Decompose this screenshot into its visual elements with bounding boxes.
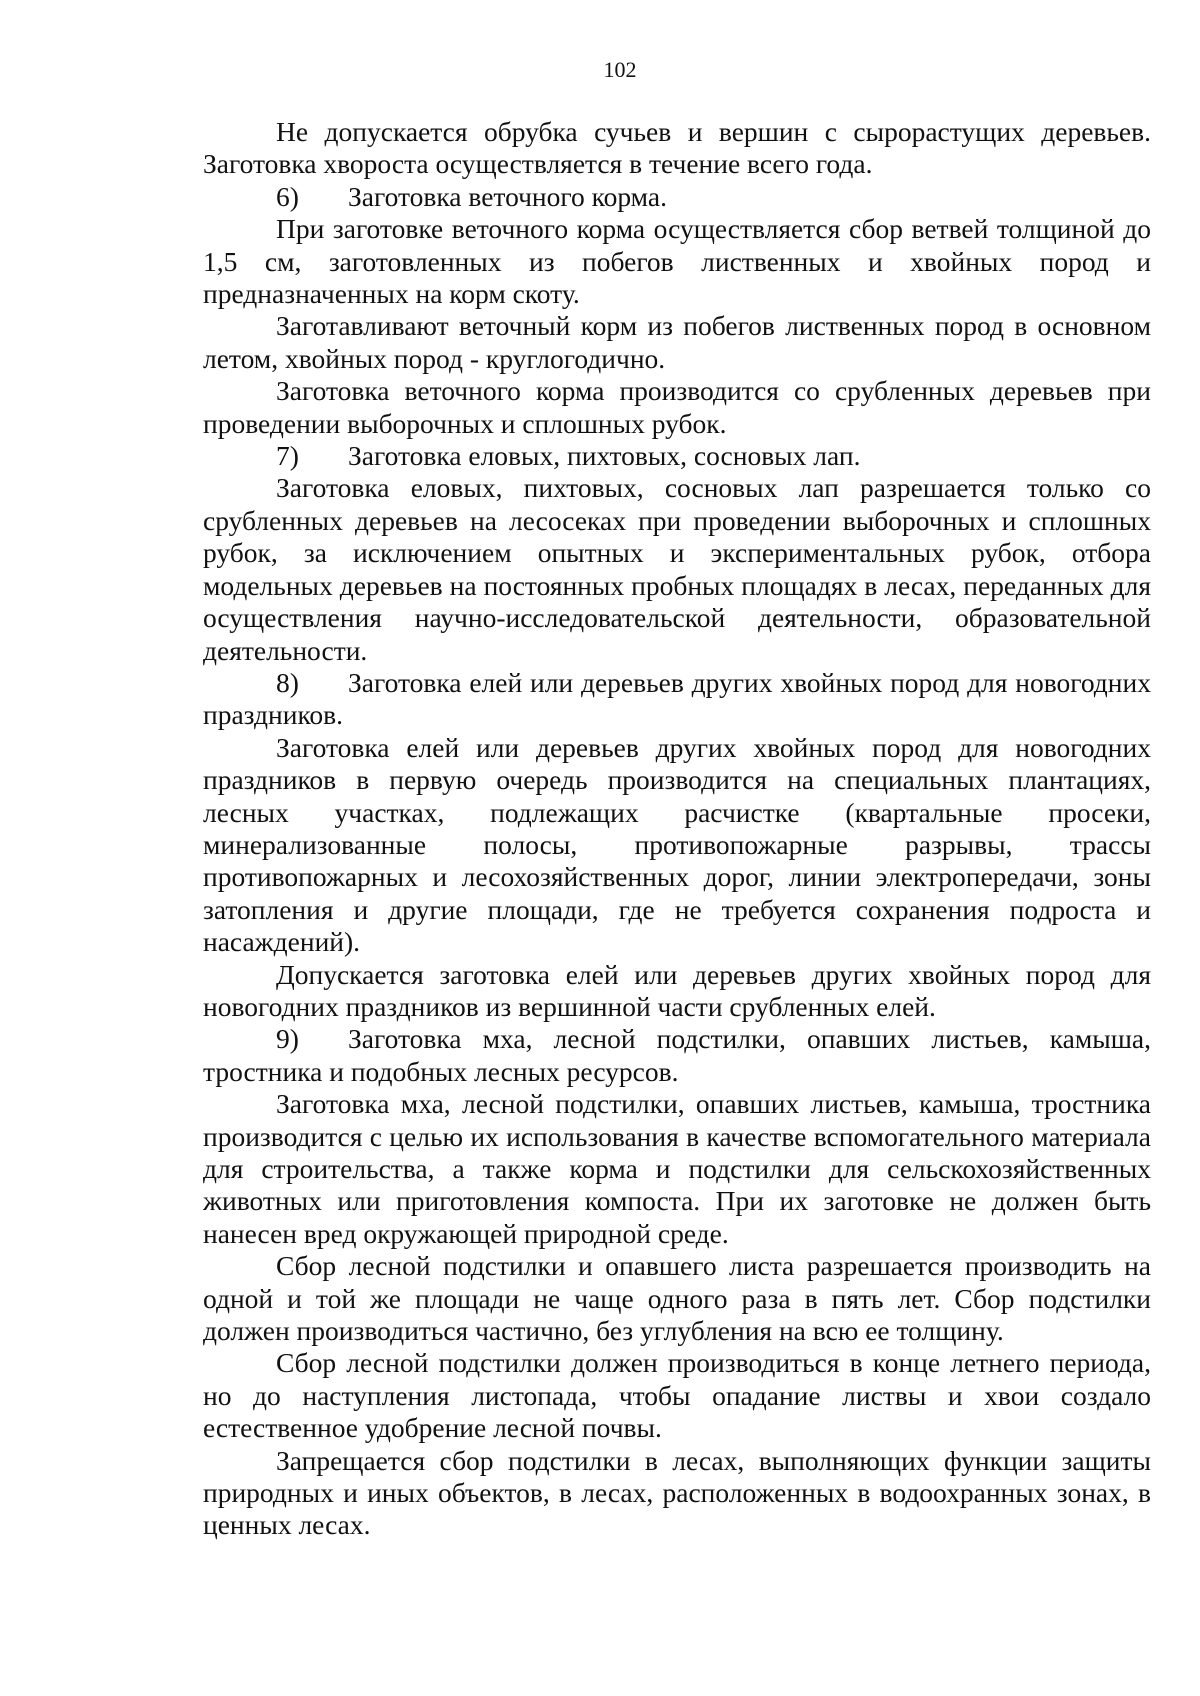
item-title: Заготовка веточного корма.	[348, 180, 667, 212]
document-body	[203, 116, 1151, 1542]
numbered-heading	[203, 667, 1151, 732]
numbered-heading	[203, 1023, 1151, 1088]
paragraph: Сбор лесной подстилки и опавшего листа разрешается производить на одной и той же площади не чаще одного раза в пять лет. Сбор подстилки должен производиться частично, без углубления на всю ее толщину.	[203, 1250, 1151, 1347]
page-number: 102	[603, 57, 637, 82]
numbered-heading	[203, 181, 1151, 213]
paragraph: Заготовка веточного корма производится со срубленных деревьев при проведении выборочных и сплошных рубок.	[203, 375, 1151, 439]
paragraph: Заготовка елей или деревьев других хвойных пород для новогодних праздников в первую очередь производится на специальных плантациях, лесных участках, подлежащих расчистке (квартальные просеки, минерализованные полосы, противопожарные разрывы, трассы противопожарных и лесохозяйственных дорог, линии электропередачи, зоны затопления и другие площади, где не требуется сохранения подроста и насаждений).	[203, 731, 1151, 958]
item-number: 6)	[276, 180, 299, 212]
item-title: Заготовка мха, лесной подстилки, опавших листьев, камыша, тростника и подобных лесных ресурсов.	[203, 1023, 1151, 1087]
numbered-heading	[203, 440, 1151, 472]
item-number: 7)	[276, 440, 299, 472]
paragraph: Запрещается сбор подстилки в лесах, выполняющих функции защиты природных и иных объектов, в лесах, расположенных в водоохранных зонах, в ценных лесах.	[203, 1444, 1151, 1541]
item-title: Заготовка еловых, пихтовых, сосновых лап.	[348, 440, 861, 472]
paragraph: Не допускается обрубка сучьев и вершин с сырорастущих деревьев. Заготовка хвороста осуществляется в течение всего года.	[203, 116, 1151, 180]
paragraph: Допускается заготовка елей или деревьев других хвойных пород для новогодних праздников из вершинной части срубленных елей.	[203, 958, 1151, 1022]
item-number: 8)	[276, 666, 299, 698]
paragraph: Заготавливают веточный корм из побегов лиственных пород в основном летом, хвойных пород - круглогодично.	[203, 310, 1151, 374]
paragraph: Заготовка мха, лесной подстилки, опавших листьев, камыша, тростника производится с целью их использования в качестве вспомогательного материала для строительства, а также корма и подстилки для сельскохозяйственных животных или приготовления компоста. При их заготовке не должен быть нанесен вред окружающей природной среде.	[203, 1088, 1151, 1249]
item-title: Заготовка елей или деревьев других хвойных пород для новогодних праздников.	[203, 666, 1151, 731]
paragraph: При заготовке веточного корма осуществляется сбор ветвей толщиной до 1,5 см, заготовленных из побегов лиственных и хвойных пород и предназначенных на корм скоту.	[203, 213, 1151, 310]
paragraph: Заготовка еловых, пихтовых, сосновых лап разрешается только со срубленных деревьев на лесосеках при проведении выборочных и сплошных рубок, за исключением опытных и экспериментальных рубок, отбора модельных деревьев на постоянных пробных площадях в лесах, переданных для осуществления научно-исследовательской деятельности, образовательной деятельности.	[203, 472, 1151, 666]
paragraph: Сбор лесной подстилки должен производиться в конце летнего периода, но до наступления листопада, чтобы опадание листвы и хвои создало естественное удобрение лесной почвы.	[203, 1347, 1151, 1444]
item-number: 9)	[276, 1023, 299, 1055]
